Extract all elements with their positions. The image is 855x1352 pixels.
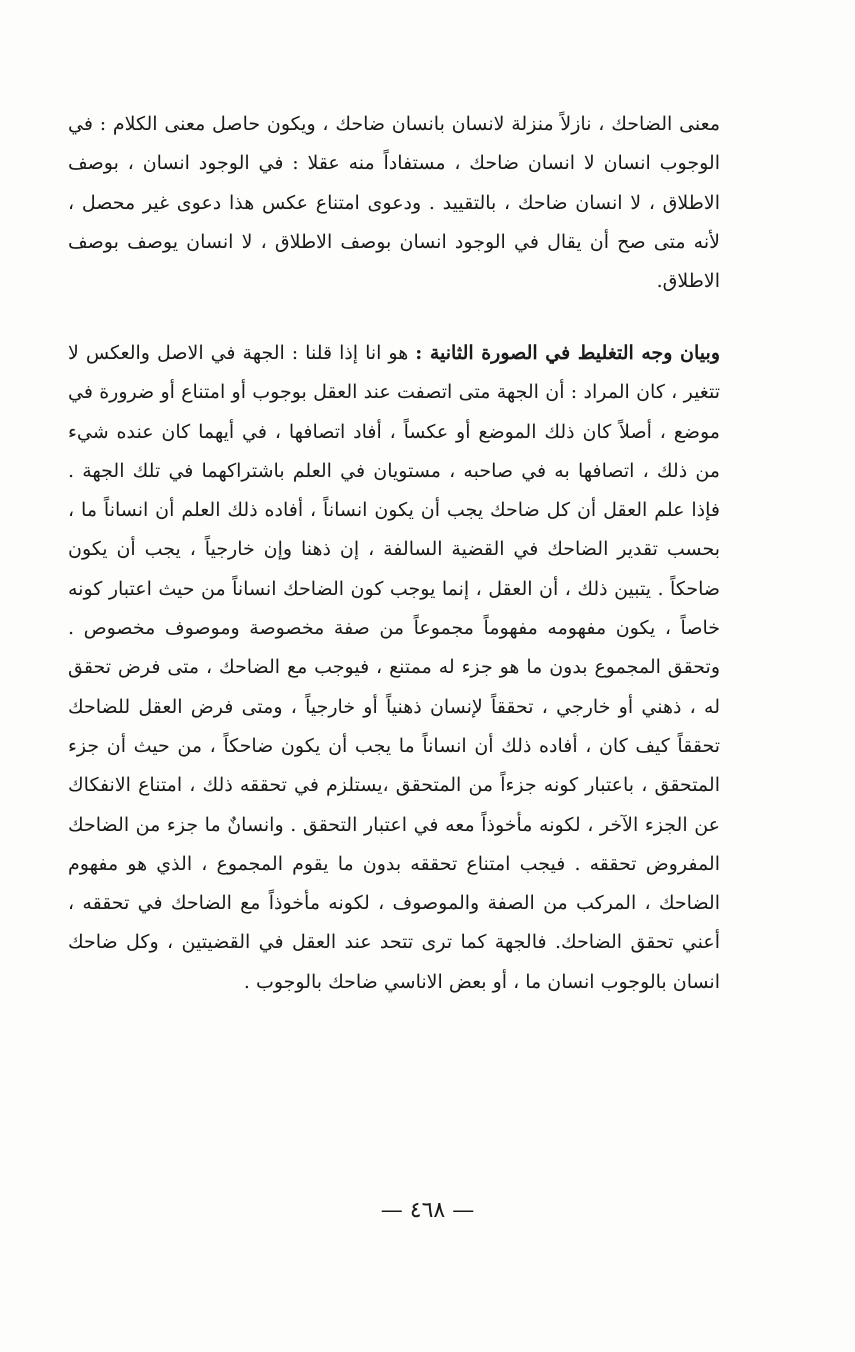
paragraph-2-heading: وبيان وجه التغليط في الصورة الثانية : [415, 342, 720, 364]
paragraph-1 [68, 105, 720, 301]
paragraph-2 [68, 334, 720, 1002]
paragraph-1-text: معنى الضاحك ، نازلاً منزلة لانسان بانسان ضاحك ، ويكون حاصل معنى الكلام : في الوجوب انسان لا انسان ضاحك ، مستفاداً منه عقلا : في الوجود انسان ، بوصف الاطلاق ، لا انسان ضاحك ، بالتقييد . ودعوى امتناع عكس هذا دعوى غير محصل ، لأنه متى صح أن يقال في الوجود انسان بوصف الاطلاق ، لا انسان يوصف بوصف الاطلاق. [68, 113, 720, 293]
page-number: — ٤٦٨ — [380, 1198, 475, 1223]
paragraph-2-text: هو انا إذا قلنا : الجهة في الاصل والعكس لا تتغير ، كان المراد : أن الجهة متى اتصفت عند العقل بوجوب أو امتناع أو ضرورة في موضع ، أصلاً كان ذلك الموضع أو عكساً ، أفاد اتصافها ، في أيهما كان عنده شيء من ذلك ، اتصافها به في صاحبه ، مستويان في العلم باشتراكهما في تلك الجهة . فإذا علم العقل أن كل ضاحك يجب أن يكون انساناً ، أفاده ذلك العلم أن انساناً ما ، بحسب تقدير الضاحك في القضية السالفة ، إن ذهنا وإن خارجياً ، يجب أن يكون ضاحكاً . يتبين ذلك ، أن العقل ، إنما يوجب كون الضاحك انساناً من حيث اعتبار كونه خاصاً ، يكون مفهومه مفهوماً مجموعاً من صفة مخصوصة وموصوف مخصوص . وتحقق المجموع بدون ما هو جزء له ممتنع ، فيوجب مع الضاحك ، متى فرض تحقق له ، ذهني أو خارجي ، تحققاً لإنسان ذهنياً أو خارجياً ، ومتى فرض العقل للضاحك تحققاً كيف كان ، أفاده ذلك أن انساناً ما يجب أن يكون ضاحكاً ، من حيث أن جزء المتحقق ، باعتبار كونه جزءاً من المتحقق ،يستلزم في تحققه ذلك ، امتناع الانفكاك عن الجزء الآخر ، لكونه مأخوذاً معه في اعتبار التحقق . وانسانٌ ما جزء من الضاحك المفروض تحققه . فيجب امتناع تحققه بدون ما يقوم المجموع ، الذي هو مفهوم الضاحك ، المركب من الصفة والموصوف ، لكونه مأخوذاً مع الضاحك في تحققه ، أعني تحقق الضاحك. فالجهة كما ترى تتحد عند العقل في القضيتين ، وكل ضاحك انسان بالوجوب انسان ما ، أو بعض الاناسي ضاحك بالوجوب . [68, 342, 720, 993]
